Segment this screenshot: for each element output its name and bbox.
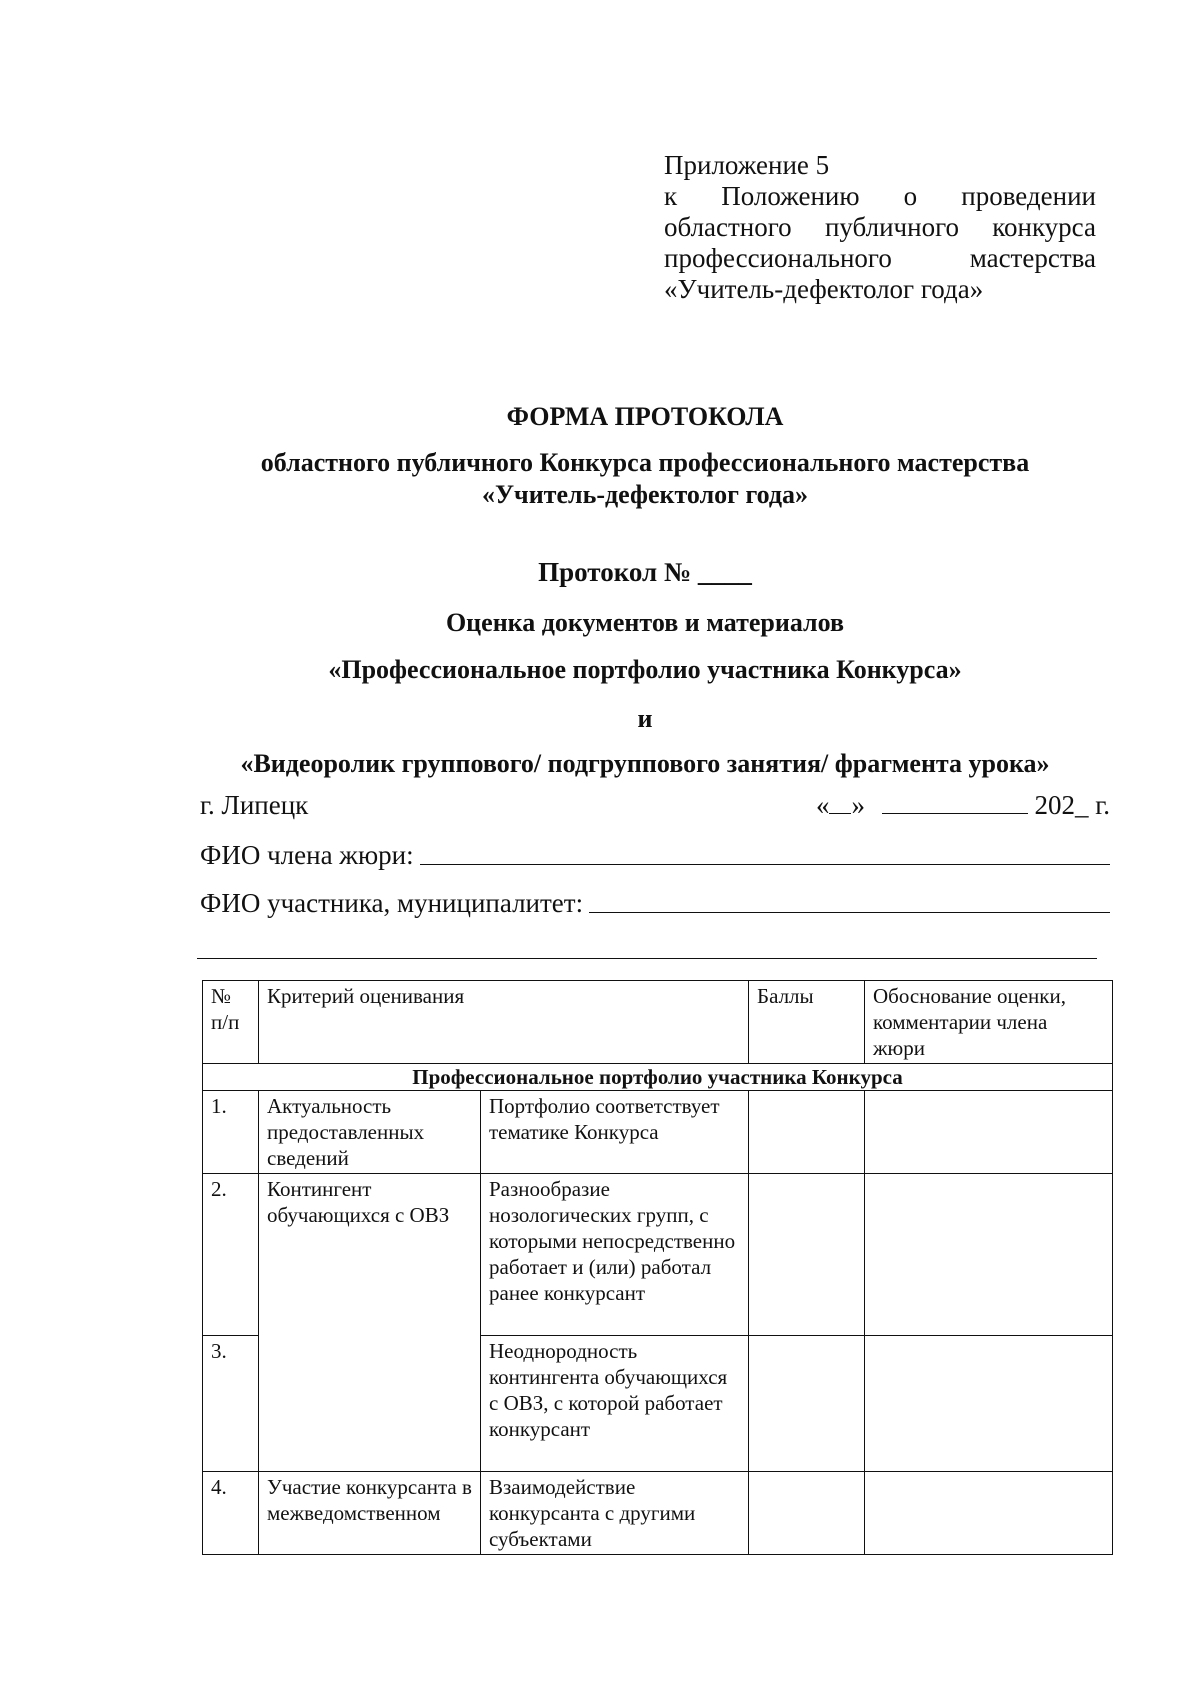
video-title: «Видеоролик группового/ подгруппового занятия/ фрагмента урока» (240, 749, 1050, 778)
header-criterion: Критерий оценивания (259, 981, 749, 1064)
criteria-table (202, 980, 1113, 1555)
appendix-note (664, 150, 1096, 305)
table-header-row (203, 981, 1113, 1064)
row-justification-cell[interactable] (865, 1091, 1113, 1174)
contest-subtitle: областного публичного Конкурса профессионального мастерства «Учитель-дефектолог года» (260, 448, 1030, 509)
jury-name-field[interactable] (420, 842, 1110, 865)
day-blank (829, 791, 851, 814)
participant-name-field[interactable] (589, 890, 1110, 913)
row-criterion: Контингент обучающихся с ОВЗ (259, 1174, 481, 1472)
row-indicator: Неоднородность контингента обучающихся с ОВЗ, с которой работает конкурсант (481, 1336, 749, 1472)
section-row (203, 1064, 1113, 1091)
row-justification-cell[interactable] (865, 1472, 1113, 1555)
appendix-line-2: к Положению о проведении (664, 181, 1096, 211)
row-score-cell[interactable] (749, 1091, 865, 1174)
month-blank (882, 791, 1028, 814)
jury-label: ФИО члена жюри: (200, 840, 414, 870)
evaluation-title: Оценка документов и материалов (445, 608, 845, 637)
table-row (203, 1472, 1113, 1555)
table-row (203, 1091, 1113, 1174)
conjunction: и (637, 704, 653, 733)
form-title: ФОРМА ПРОТОКОЛА (506, 402, 784, 431)
table-row (203, 1174, 1113, 1336)
header-num: № п/п (203, 981, 259, 1064)
participant-extra-line[interactable] (197, 958, 1097, 959)
row-justification-cell[interactable] (865, 1174, 1113, 1336)
row-criterion: Участие конкурсанта в межведомственном (259, 1472, 481, 1555)
section-title: Профессиональное портфолио участника Конкурса (203, 1064, 1113, 1091)
row-num: 1. (203, 1091, 259, 1174)
row-indicator: Разнообразие нозологических групп, с которыми непосредственно работает и (или) работал ранее конкурсант (481, 1174, 749, 1336)
row-criterion: Актуальность предоставленных сведений (259, 1091, 481, 1174)
row-num: 4. (203, 1472, 259, 1555)
row-score-cell[interactable] (749, 1336, 865, 1472)
header-score: Баллы (749, 981, 865, 1064)
participant-row (200, 888, 1110, 919)
appendix-line-3: областного публичного конкурса (664, 212, 1096, 242)
year: 202_ г. (1034, 790, 1110, 820)
appendix-number: Приложение 5 (664, 150, 830, 180)
header-justification: Обоснование оценки, комментарии члена жюри (865, 981, 1113, 1064)
row-score-cell[interactable] (749, 1472, 865, 1555)
row-num: 3. (203, 1336, 259, 1472)
date-field[interactable]: « » 202_ г. (815, 790, 1110, 820)
jury-member-row (200, 840, 1110, 871)
portfolio-title: «Профессиональное портфолио участника Конкурса» (328, 655, 962, 684)
appendix-line-5: «Учитель-дефектолог года» (664, 274, 984, 304)
participant-label: ФИО участника, муниципалитет: (200, 888, 584, 918)
city: г. Липецк (200, 790, 309, 820)
row-justification-cell[interactable] (865, 1336, 1113, 1472)
row-indicator: Портфолио соответствует тематике Конкурса (481, 1091, 749, 1174)
protocol-number: Протокол № ____ (538, 557, 752, 587)
appendix-line-4: профессионального мастерства (664, 243, 1096, 273)
row-num: 2. (203, 1174, 259, 1336)
row-indicator: Взаимодействие конкурсанта с другими субъектами (481, 1472, 749, 1555)
row-score-cell[interactable] (749, 1174, 865, 1336)
city-date-row (200, 790, 1110, 821)
